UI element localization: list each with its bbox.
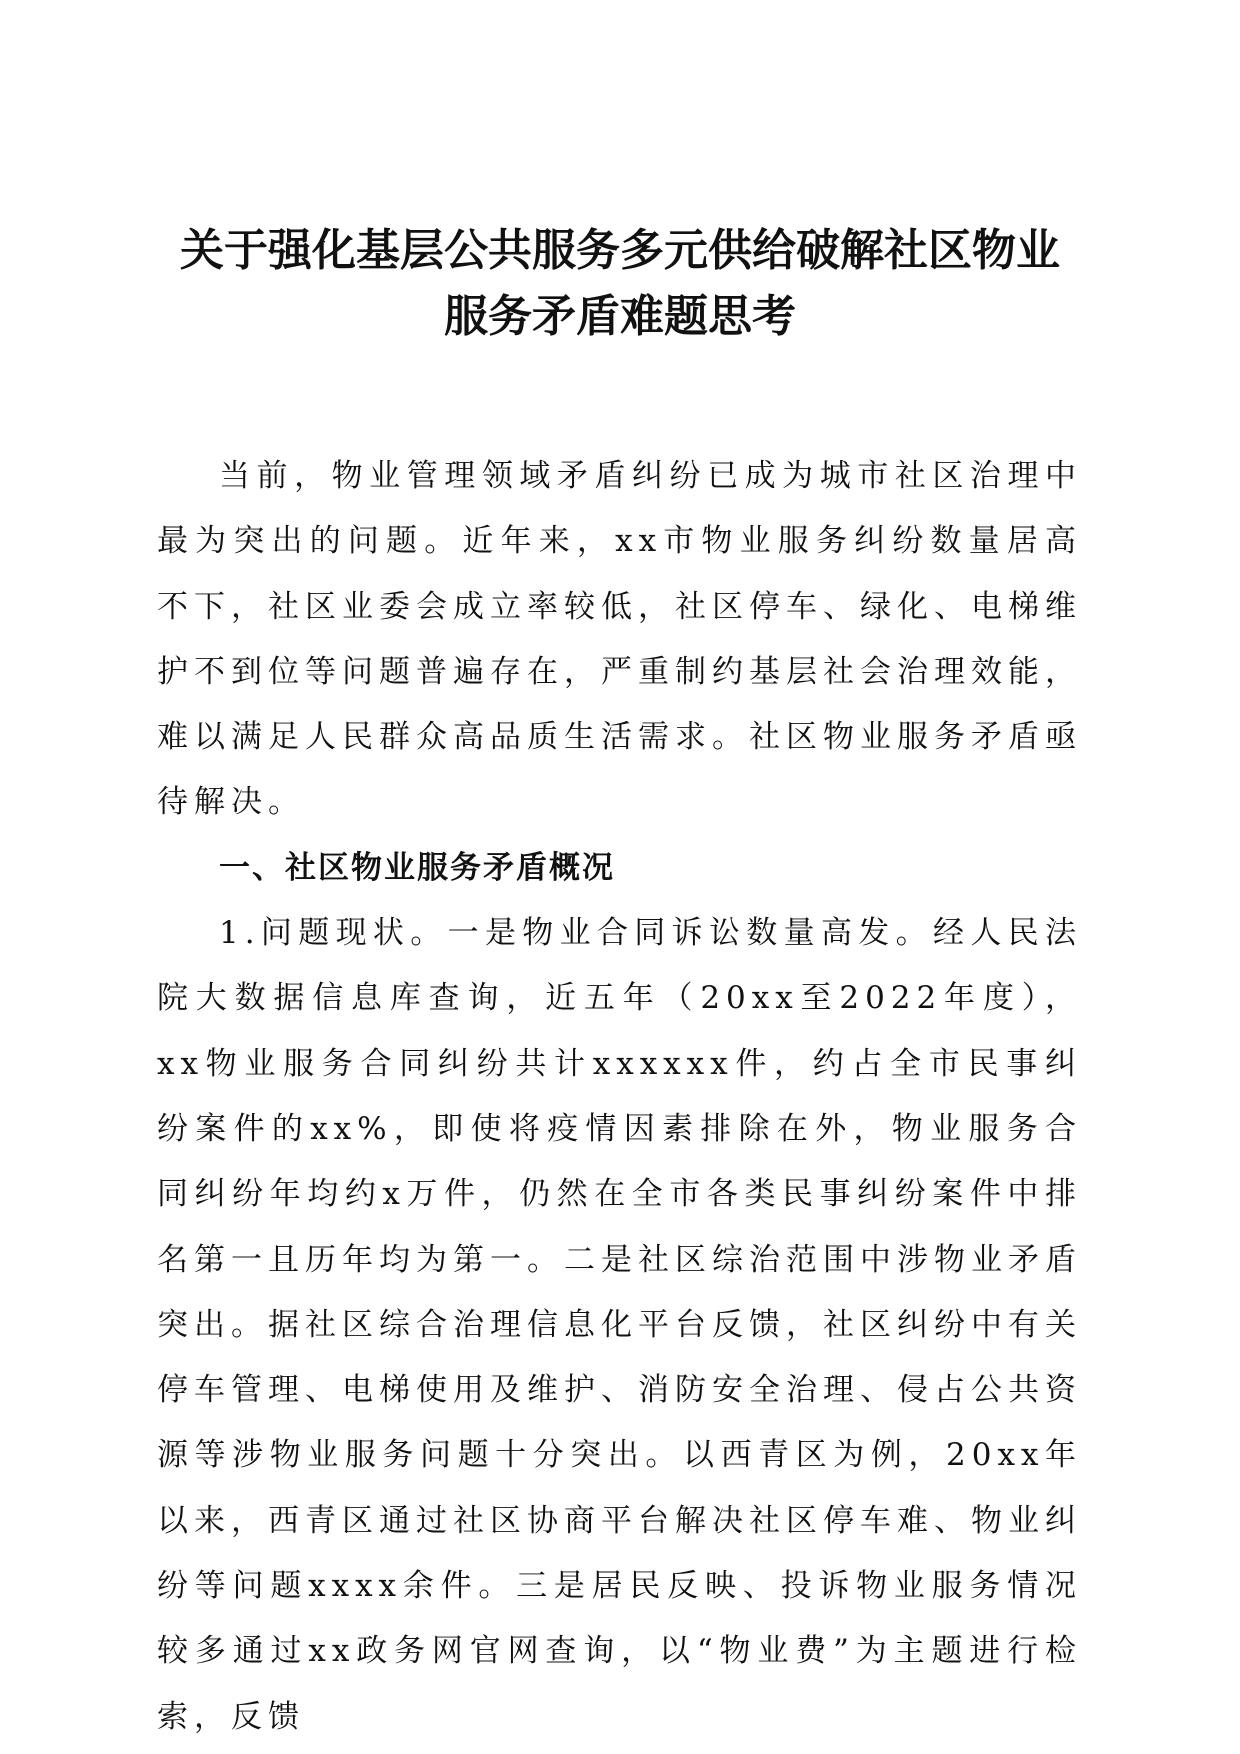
intro-paragraph: 当前，物业管理领域矛盾纠纷已成为城市社区治理中最为突出的问题。近年来，xx市物业服务纠纷数量居高不下，社区业委会成立率较低，社区停车、绿化、电梯维护不到位等问题普遍存在，严重制约基层社会治理效能，难以满足人民群众高品质生活需求。社区物业服务矛盾亟待解决。: [157, 458, 1082, 821]
title-line-2: 服务矛盾难题思考: [444, 291, 796, 342]
document-title: [150, 218, 1090, 350]
section-paragraph: 1.问题现状。一是物业合同诉讼数量高发。经人民法院大数据信息库查询，近五年（20xx至2022年度），xx物业服务合同纠纷共计xxxxxx件，约占全市民事纠纷案件的xx%，即使将疫情因素排除在外，物业服务合同纠纷年均约x万件，仍然在全市各类民事纠纷案件中排名第一且历年均为第一。二是社区综治范围中涉物业矛盾突出。据社区综合治理信息化平台反馈，社区纠纷中有关停车管理、电梯使用及维护、消防安全治理、侵占公共资源等涉物业服务问题十分突出。以西青区为例，20xx年以来，西青区通过社区协商平台解决社区停车难、物业纠纷等问题xxxx余件。三是居民反映、投诉物业服务情况较多通过xx政务网官网查询，以“物业费”为主题进行检索，反馈: [157, 915, 1082, 1735]
title-line-1: 关于强化基层公共服务多元供给破解社区物业: [180, 225, 1060, 276]
document-body: [157, 444, 1082, 1750]
section-heading: 一、社区物业服务矛盾概况: [219, 849, 615, 886]
